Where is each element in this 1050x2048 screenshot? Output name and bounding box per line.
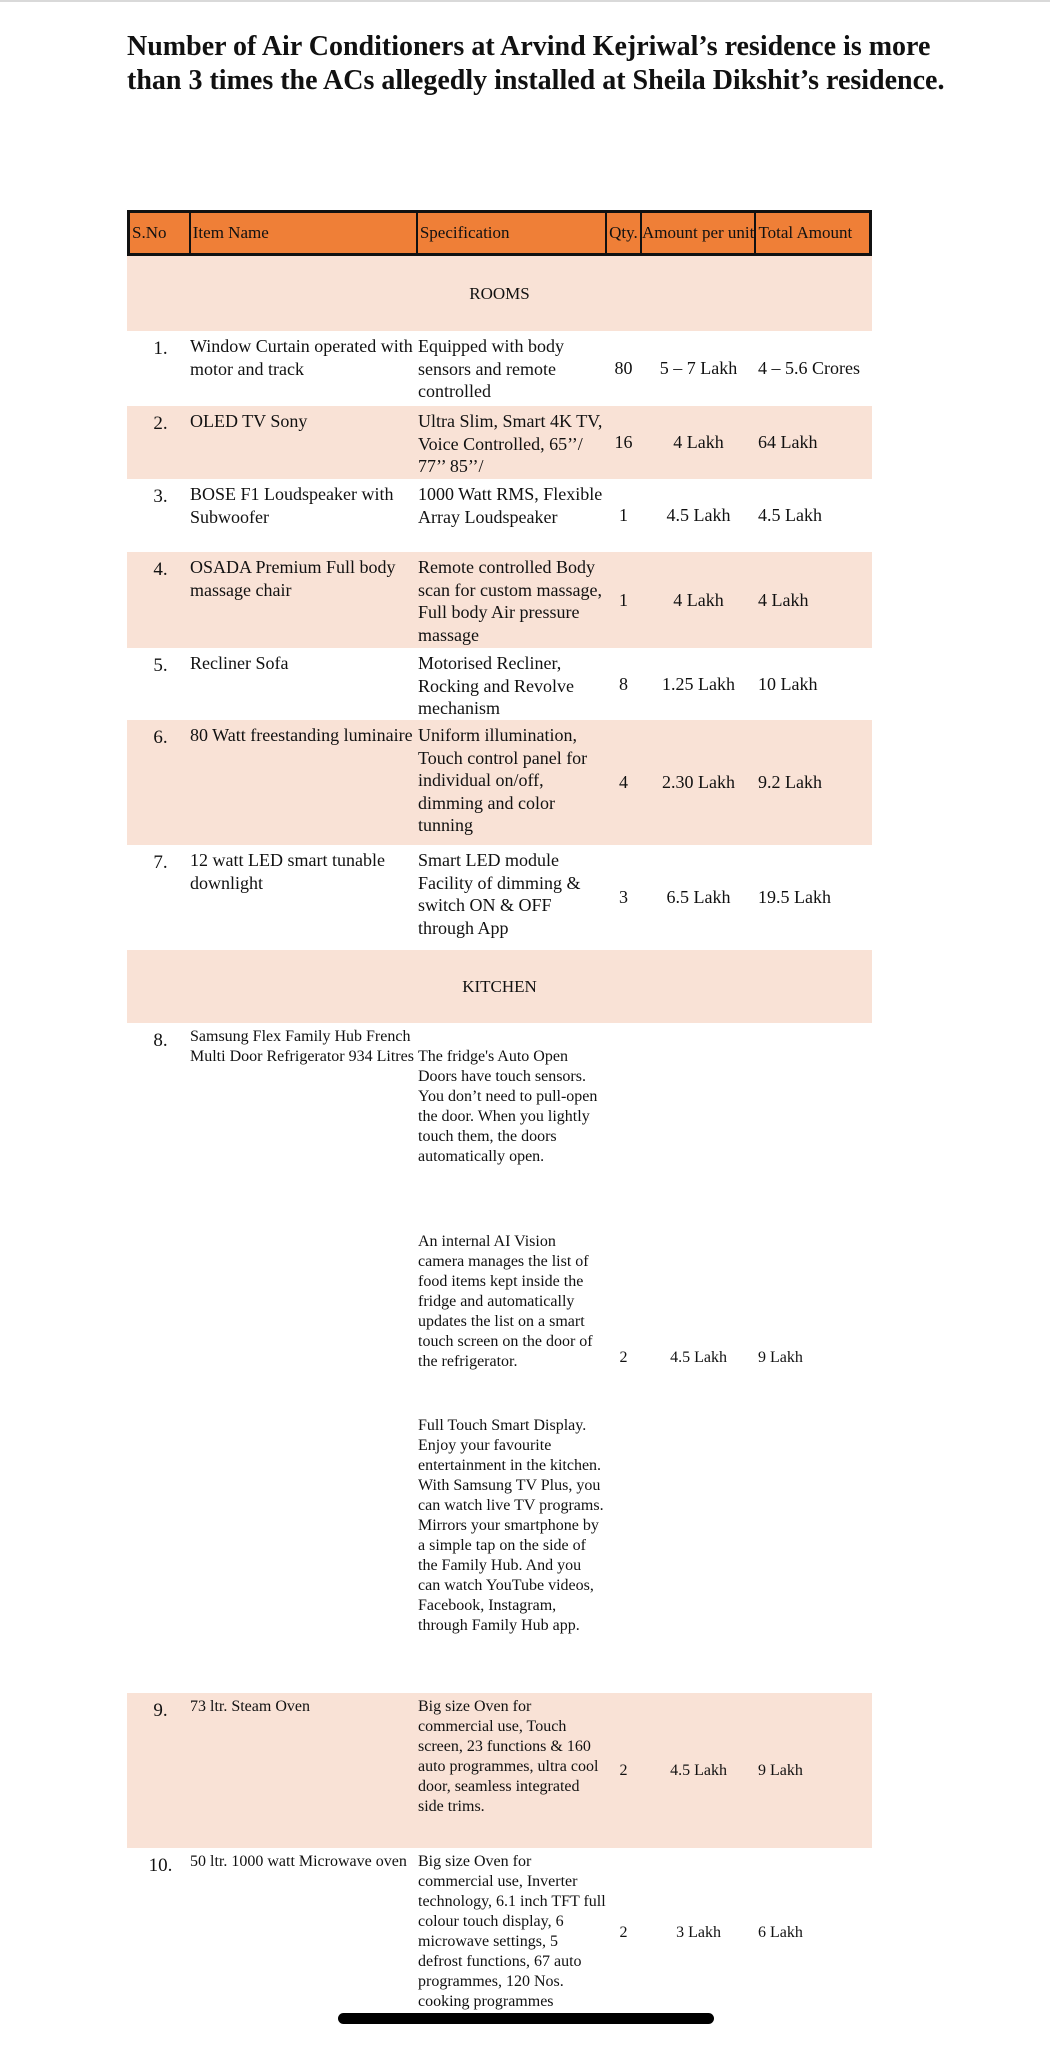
row-item-name: 80 Watt freestanding luminaire (190, 725, 413, 745)
row-sno: 7. (153, 852, 168, 873)
row-amount-per-unit: 1.25 Lakh (662, 673, 735, 694)
row-qty: 16 (614, 432, 633, 453)
header-item-name: Item Name (191, 213, 418, 253)
row-amount-per-unit: 4.5 Lakh (670, 1349, 727, 1366)
row-amount-per-unit: 4.5 Lakh (666, 505, 731, 526)
row-total-amount: 6 Lakh (758, 1924, 803, 1941)
row-qty: 2 (619, 1761, 628, 1779)
row-total-amount: 19.5 Lakh (758, 887, 831, 908)
row-item-name: Recliner Sofa (190, 653, 289, 673)
section-rooms: ROOMS (127, 256, 872, 331)
row-specification: Motorised Recliner, Rocking and Revolve mechanism (418, 653, 574, 718)
row-total-amount: 4.5 Lakh (758, 505, 822, 526)
header-total-amount: Total Amount (758, 223, 853, 242)
row-item-name: OSADA Premium Full body massage chair (190, 557, 396, 600)
row-specification: Smart LED module Facility of dimming & switch ON & OFF through App (418, 850, 581, 938)
row-amount-per-unit: 5 – 7 Lakh (659, 358, 738, 379)
row-item-name: 50 ltr. 1000 watt Microwave oven (190, 1853, 407, 1870)
page-title: Number of Air Conditioners at Arvind Kejriwal’s residence is more than 3 times the ACs allegedly installed at Sheila Dikshit’s residence. (127, 31, 945, 97)
row-amount-per-unit: 4 Lakh (673, 432, 724, 453)
table-row (127, 1693, 872, 1848)
spec-paragraph: Full Touch Smart Display. Enjoy your favourite entertainment in the kitchen. With Samsung TV Plus, you can watch live TV programs. Mirrors your smartphone by a simple tap on the side of the Family Hub. And you can watch YouTube videos, Facebook, Instagram, through Family Hub app. (418, 1417, 604, 1634)
table-row (127, 1848, 872, 2018)
spec-paragraph: The fridge's Auto Open Doors have touch sensors. You don’t need to pull-open the door. When you lightly touch them, the doors automatically open. (418, 1048, 598, 1165)
spec-paragraph: An internal AI Vision camera manages the list of food items kept inside the fridge and automatically updates the list on a smart touch screen on the door of the refrigerator. (418, 1233, 593, 1370)
row-sno: 5. (153, 655, 168, 676)
table-row (127, 406, 872, 479)
row-specification: Uniform illumination, Touch control panel for individual on/off, dimming and color tunning (418, 725, 588, 835)
row-qty: 4 (619, 772, 628, 793)
row-qty: 3 (619, 887, 628, 908)
row-sno: 4. (153, 559, 168, 580)
row-item-name: BOSE F1 Loudspeaker with Subwoofer (190, 484, 394, 527)
table-row (127, 648, 872, 720)
row-specification: Remote controlled Body scan for custom massage, Full body Air pressure massage (418, 557, 602, 645)
row-sno: 8. (153, 1030, 168, 1051)
home-indicator[interactable] (338, 2013, 714, 2024)
table-row (127, 479, 872, 552)
table-row (127, 552, 872, 648)
row-specification: Big size Oven for commercial use, Inverter technology, 6.1 inch TFT full colour touch display, 6 microwave settings, 5 defrost functions, 67 auto programmes, 120 Nos. cooking programmes (418, 1853, 606, 2010)
section-kitchen: KITCHEN (127, 950, 872, 1023)
table-row (127, 331, 872, 406)
row-item-name: Samsung Flex Family Hub French Multi Door Refrigerator 934 Litres (190, 1028, 414, 1065)
row-amount-per-unit: 3 Lakh (676, 1924, 721, 1941)
row-item-name: 73 ltr. Steam Oven (190, 1698, 310, 1715)
header-specification: Specification (418, 213, 607, 253)
table-row (127, 845, 872, 950)
table-row (127, 1023, 872, 1693)
row-total-amount: 9.2 Lakh (758, 772, 822, 793)
row-total-amount: 10 Lakh (758, 673, 818, 694)
header-amount-per-unit: Amount per unit (642, 213, 757, 253)
table-row (127, 720, 872, 845)
row-qty: 1 (619, 589, 628, 610)
row-specification: Ultra Slim, Smart 4K TV, Voice Controlled, 65’’/ 77’’ 85’’/ (418, 411, 603, 476)
top-divider (0, 0, 1050, 2)
table-header (127, 210, 872, 256)
cost-table (127, 210, 872, 2018)
row-qty: 2 (619, 1924, 628, 1941)
row-sno: 2. (153, 413, 168, 434)
row-specification: 1000 Watt RMS, Flexible Array Loudspeaker (418, 484, 603, 527)
row-specification: Equipped with body sensors and remote controlled (418, 336, 564, 401)
row-specification (416, 1023, 606, 1693)
row-total-amount: 9 Lakh (758, 1761, 803, 1779)
row-sno: 3. (153, 486, 168, 507)
row-qty: 8 (619, 673, 628, 694)
row-amount-per-unit: 6.5 Lakh (666, 887, 731, 908)
row-item-name: OLED TV Sony (190, 411, 308, 431)
row-sno: 10. (148, 1855, 173, 1876)
row-qty: 2 (619, 1349, 628, 1366)
row-item-name: Window Curtain operated with motor and track (190, 336, 413, 379)
row-sno: 1. (153, 338, 168, 359)
header-sno: S.No (130, 213, 191, 253)
row-qty: 80 (614, 358, 633, 379)
row-sno: 9. (153, 1700, 168, 1721)
row-item-name: 12 watt LED smart tunable downlight (190, 850, 385, 893)
row-specification: Big size Oven for commercial use, Touch screen, 23 functions & 160 auto programmes, ultra cool door, seamless integrated side trims. (418, 1698, 599, 1815)
row-amount-per-unit: 2.30 Lakh (662, 772, 735, 793)
header-qty: Qty. (607, 213, 642, 253)
row-total-amount: 4 – 5.6 Crores (758, 358, 860, 379)
row-qty: 1 (619, 505, 628, 526)
row-amount-per-unit: 4.5 Lakh (670, 1761, 727, 1779)
row-total-amount: 4 Lakh (758, 589, 809, 610)
row-total-amount: 64 Lakh (758, 432, 818, 453)
row-sno: 6. (153, 727, 168, 748)
row-amount-per-unit: 4 Lakh (673, 589, 724, 610)
row-total-amount: 9 Lakh (758, 1349, 803, 1366)
